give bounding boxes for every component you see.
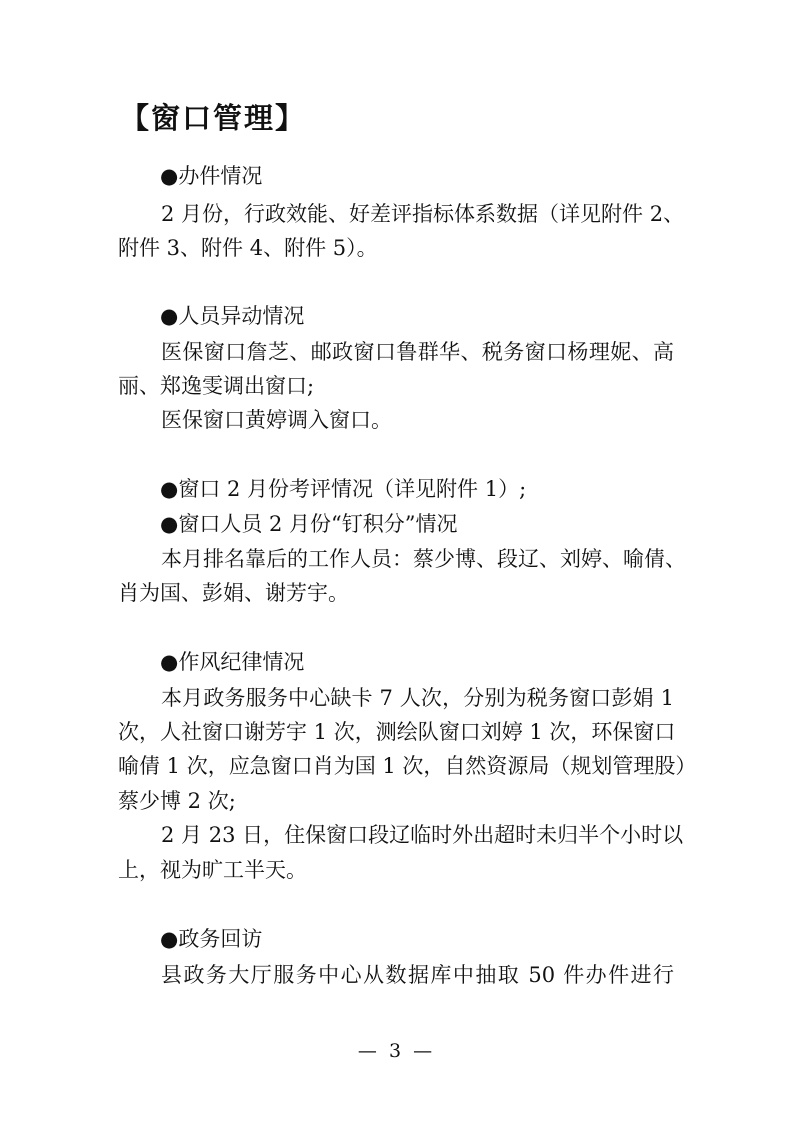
page-number: — 3 — bbox=[357, 1040, 436, 1062]
paragraph-line: 丽、郑逸雯调出窗口; bbox=[118, 374, 315, 398]
paragraph-line: 本月排名靠后的工作人员：蔡少博、段辽、刘婷、喻倩、 bbox=[161, 547, 686, 571]
heading-window-evaluation: ●窗口 2 月份考评情况（详见附件 1）; bbox=[160, 477, 527, 501]
heading-discipline: ●作风纪律情况 bbox=[160, 650, 305, 674]
paragraph-line: 2 月 23 日，住保窗口段辽临时外出超时未归半个小时以 bbox=[161, 823, 684, 847]
paragraph-line: 肖为国、彭娟、谢芳宇。 bbox=[118, 581, 349, 605]
paragraph-line: 蔡少博 2 次; bbox=[118, 789, 236, 813]
paragraph-line: 医保窗口詹芝、邮政窗口鲁群华、税务窗口杨理妮、高 bbox=[161, 340, 674, 364]
heading-staff-changes: ●人员异动情况 bbox=[160, 304, 305, 328]
paragraph-line: 县政务大厅服务中心从数据库中抽取 50 件办件进行 bbox=[161, 963, 674, 987]
paragraph-line: 附件 3、附件 4、附件 5）。 bbox=[118, 236, 378, 260]
paragraph-line: 医保窗口黄婷调入窗口。 bbox=[161, 408, 392, 432]
heading-government-callback: ●政务回访 bbox=[160, 927, 263, 951]
paragraph-line: 本月政务服务中心缺卡 7 人次，分别为税务窗口彭娟 1 bbox=[161, 686, 674, 710]
heading-nail-points: ●窗口人员 2 月份“钉积分”情况 bbox=[160, 512, 458, 536]
paragraph-line: 次，人社窗口谢芳宇 1 次，测绘队窗口刘婷 1 次，环保窗口 bbox=[118, 720, 676, 744]
heading-case-handling: ●办件情况 bbox=[160, 164, 263, 188]
paragraph-line: 上，视为旷工半天。 bbox=[118, 858, 307, 882]
section-title: 【窗口管理】 bbox=[120, 101, 307, 135]
paragraph-line: 2 月份，行政效能、好差评指标体系数据（详见附件 2、 bbox=[161, 202, 685, 226]
paragraph-line: 喻倩 1 次，应急窗口肖为国 1 次，自然资源局（规划管理股） bbox=[118, 754, 697, 778]
